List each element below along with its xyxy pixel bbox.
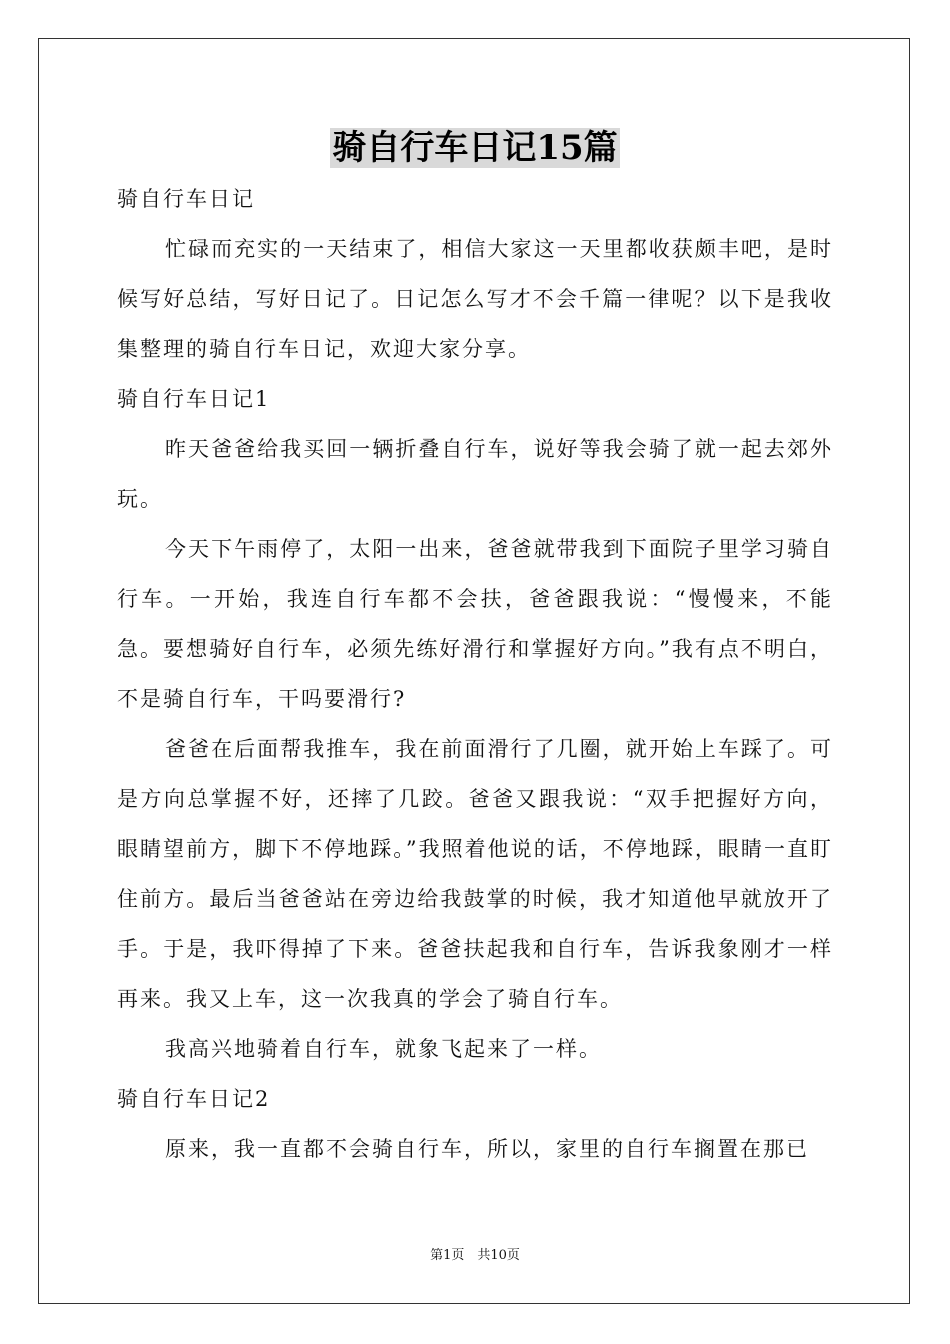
paragraph: 我高兴地骑着自行车，就象飞起来了一样。: [165, 1037, 602, 1061]
section-heading: 骑自行车日记2: [117, 1087, 271, 1111]
paragraph: 昨天爸爸给我买回一辆折叠自行车，说好等我会骑了就一起去郊外玩。: [117, 437, 833, 511]
paragraph: 今天下午雨停了，太阳一出来，爸爸就带我到下面院子里学习骑自行车。一开始，我连自行车都不会扶，爸爸跟我说：“慢慢来，不能急。要想骑好自行车，必须先练好滑行和掌握好方向。”我有点不明白，不是骑自行车，干吗要滑行?: [117, 537, 833, 711]
document-body: [117, 174, 833, 1174]
section-heading: 骑自行车日记: [117, 187, 255, 211]
paragraph: 原来，我一直都不会骑自行车，所以，家里的自行车搁置在那已: [165, 1137, 809, 1161]
paragraph: 忙碌而充实的一天结束了，相信大家这一天里都收获颇丰吧，是时候写好总结，写好日记了。日记怎么写才不会千篇一律呢？以下是我收集整理的骑自行车日记，欢迎大家分享。: [117, 237, 833, 361]
document-title: [0, 124, 950, 172]
page-footer: [0, 1244, 950, 1263]
section-heading: 骑自行车日记1: [117, 387, 271, 411]
paragraph: 爸爸在后面帮我推车，我在前面滑行了几圈，就开始上车踩了。可是方向总掌握不好，还摔了几跤。爸爸又跟我说：“双手把握好方向，眼睛望前方，脚下不停地踩。”我照着他说的话，不停地踩，眼睛一直盯住前方。最后当爸爸站在旁边给我鼓掌的时候，我才知道他早就放开了手。于是，我吓得掉了下来。爸爸扶起我和自行车，告诉我象刚才一样再来。我又上车，这一次我真的学会了骑自行车。: [117, 737, 833, 1011]
page-number-label: 第1页 共10页: [430, 1248, 520, 1263]
document-title-text: 骑自行车日记15篇: [332, 128, 618, 168]
